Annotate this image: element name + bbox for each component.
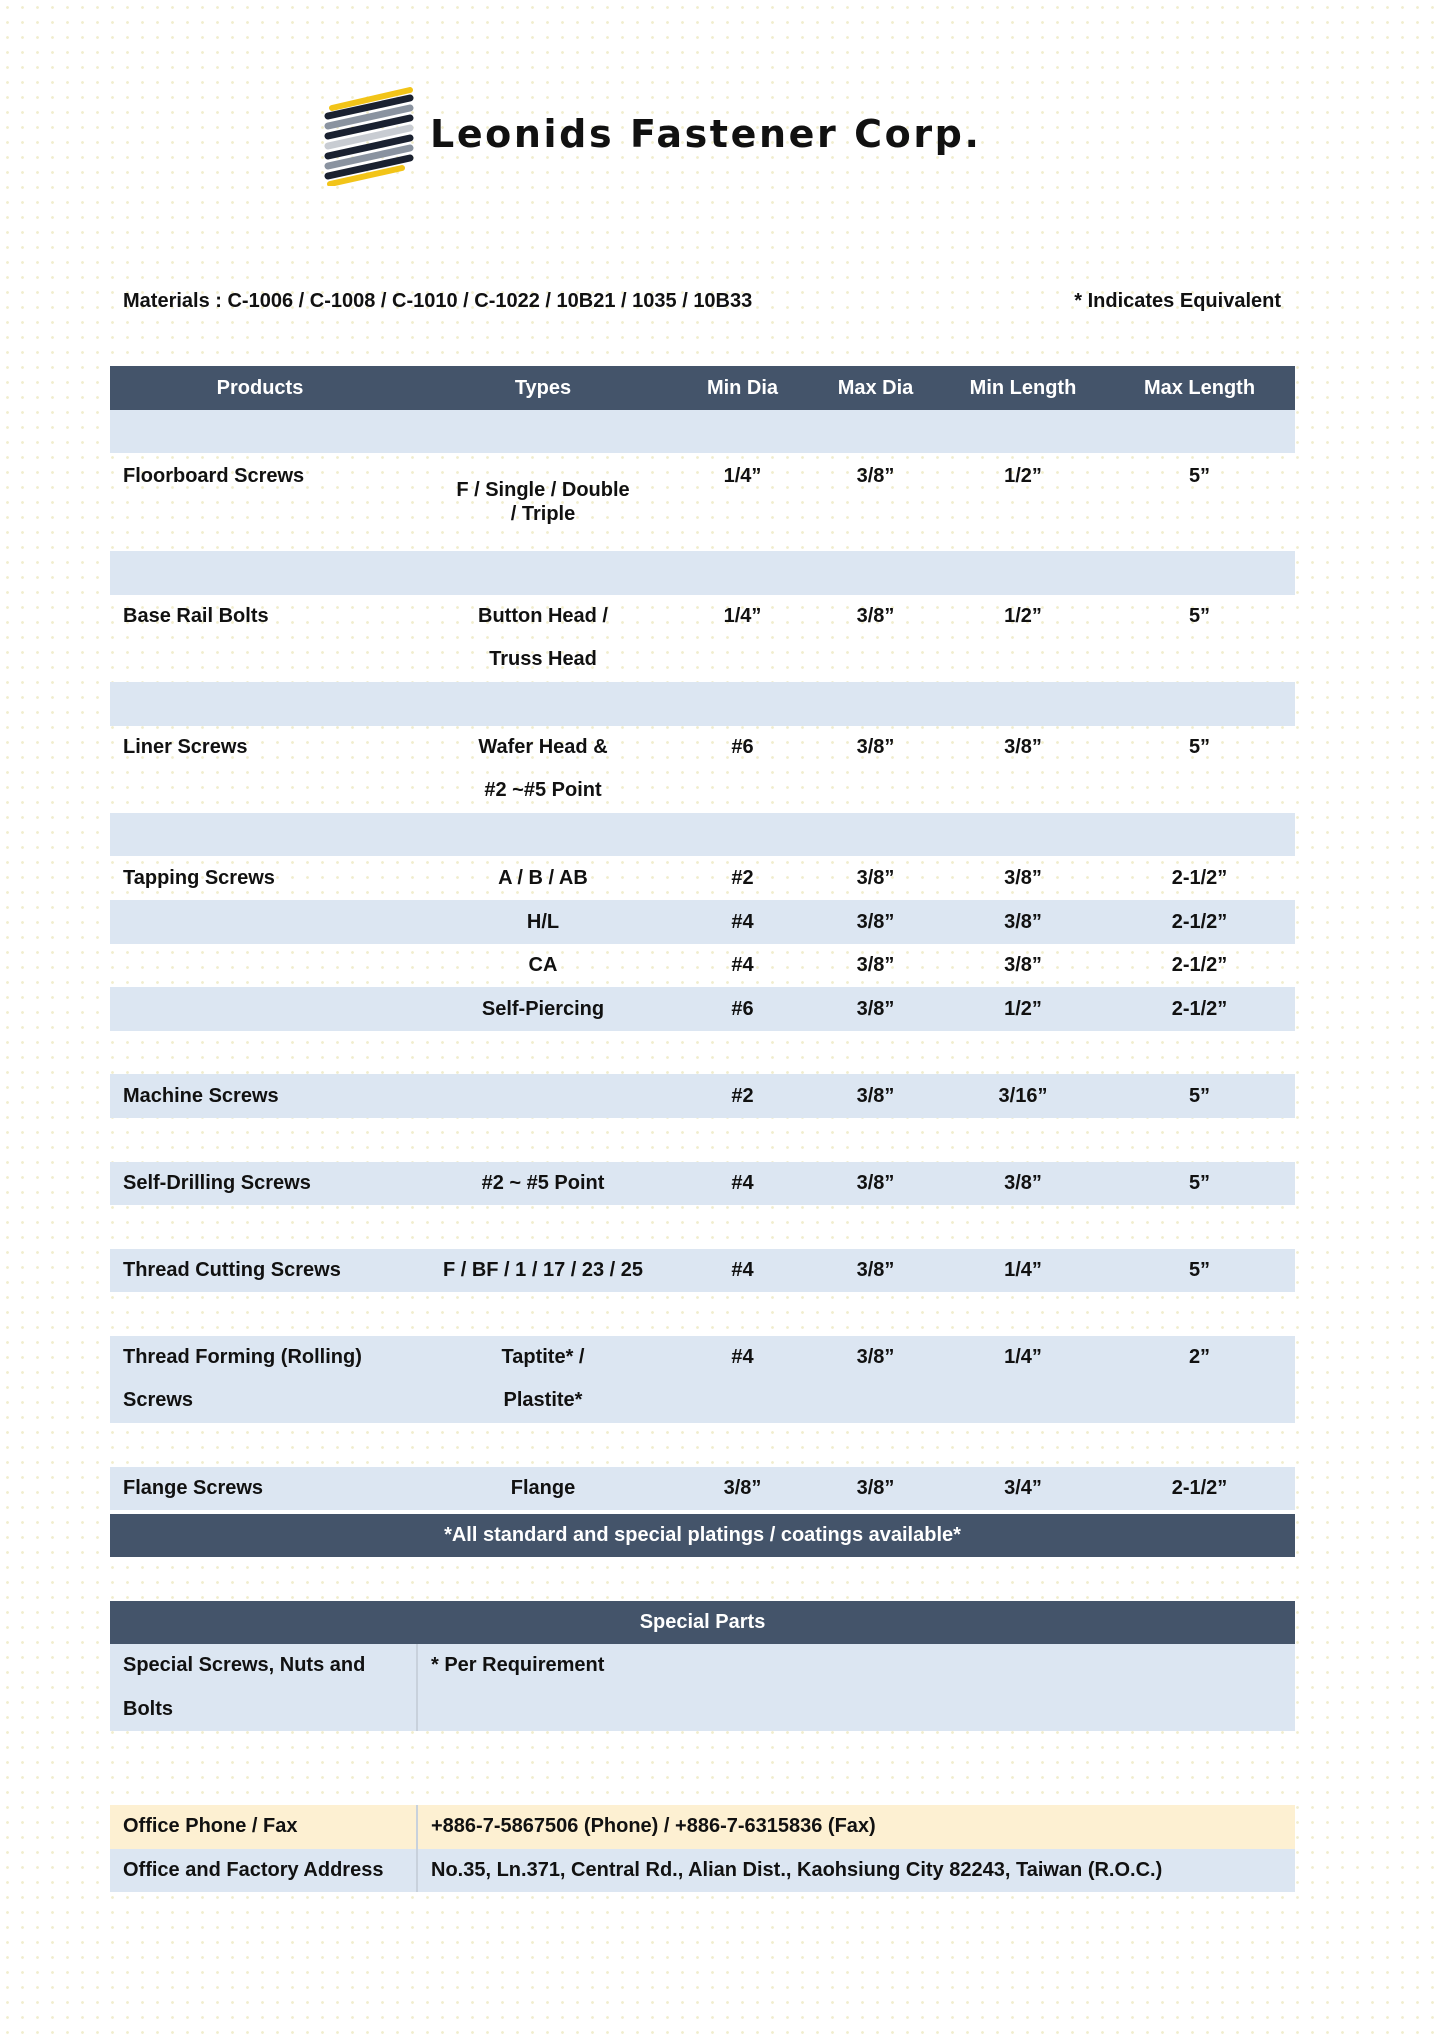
table-row xyxy=(110,987,1295,1031)
max-length-cell: 2” xyxy=(1104,1336,1295,1423)
special-parts-table xyxy=(110,1601,1295,1731)
type-cell xyxy=(410,726,676,813)
type-cell: A / B / AB xyxy=(498,867,588,890)
max-dia-cell: 3/8” xyxy=(809,900,942,944)
max-length-cell: 5” xyxy=(1188,604,1211,627)
col-types: Types xyxy=(410,366,676,410)
product-line: Screws xyxy=(123,1389,194,1412)
max-dia-cell: 3/8” xyxy=(809,1074,942,1118)
product-table xyxy=(110,366,1295,1510)
table-row xyxy=(110,1336,1295,1423)
spacer-row xyxy=(110,813,1295,857)
product-cell: Tapping Screws xyxy=(123,867,275,890)
type-cell: Self-Piercing xyxy=(410,987,676,1031)
min-dia-cell: 1/4” xyxy=(723,604,762,627)
max-length-cell: 5” xyxy=(1104,1249,1295,1293)
max-dia-cell: 3/8” xyxy=(809,1162,942,1206)
type-line: Plastite* xyxy=(503,1389,583,1412)
min-length-cell: 1/2” xyxy=(1004,604,1042,627)
min-length-cell: 1/2” xyxy=(1004,465,1042,488)
min-length-cell: 1/2” xyxy=(942,987,1104,1031)
min-dia-cell: #4 xyxy=(676,1249,809,1293)
min-length-cell: 3/8” xyxy=(942,900,1104,944)
special-parts-title: Special Parts xyxy=(110,1601,1295,1644)
max-dia-cell: 3/8” xyxy=(856,465,895,488)
max-dia-cell: 3/8” xyxy=(809,1249,942,1293)
phone-label: Office Phone / Fax xyxy=(110,1805,417,1849)
address-row xyxy=(110,1849,1295,1893)
max-length-cell: 2-1/2” xyxy=(1104,987,1295,1031)
max-length-cell: 2-1/2” xyxy=(1171,867,1228,890)
company-logo xyxy=(318,86,418,186)
min-dia-cell: #6 xyxy=(676,987,809,1031)
min-dia-cell: #4 xyxy=(731,954,754,977)
max-length-cell: 5” xyxy=(1104,1162,1295,1206)
product-cell: Machine Screws xyxy=(110,1074,410,1118)
table-row xyxy=(110,595,1295,682)
contact-table xyxy=(110,1805,1295,1892)
table-header-row xyxy=(110,366,1295,410)
product-cell xyxy=(110,944,410,988)
min-dia-cell: 3/8” xyxy=(676,1467,809,1511)
table-row xyxy=(110,944,1295,988)
table-row xyxy=(110,1467,1295,1511)
type-cell xyxy=(410,1336,676,1423)
product-cell: Floorboard Screws xyxy=(123,465,305,488)
materials-line: Materials : C-1006 / C-1008 / C-1010 / C-1022 / 10B21 / 1035 / 10B33 xyxy=(123,290,753,312)
max-dia-cell: 3/8” xyxy=(856,604,895,627)
type-cell: Flange xyxy=(410,1467,676,1511)
min-length-cell: 1/4” xyxy=(942,1249,1104,1293)
special-item-line: Special Screws, Nuts and xyxy=(123,1654,366,1676)
type-cell: F / BF / 1 / 17 / 23 / 25 xyxy=(410,1249,676,1293)
spacer-row xyxy=(110,1205,1295,1249)
min-length-cell: 3/16” xyxy=(942,1074,1104,1118)
type-cell: F / Single / Double / Triple xyxy=(456,479,630,526)
spacer-row xyxy=(110,1423,1295,1467)
type-cell: H/L xyxy=(410,900,676,944)
spacer-row xyxy=(110,1292,1295,1336)
type-line: #2 ~#5 Point xyxy=(484,779,602,802)
col-min-length: Min Length xyxy=(942,366,1104,410)
spacer-row xyxy=(110,410,1295,454)
type-cell xyxy=(410,1074,676,1118)
max-dia-cell: 3/8” xyxy=(809,1336,942,1423)
product-cell: Flange Screws xyxy=(110,1467,410,1511)
max-dia-cell: 3/8” xyxy=(809,1467,942,1511)
max-dia-cell: 3/8” xyxy=(856,867,895,890)
max-length-cell: 2-1/2” xyxy=(1171,954,1228,977)
special-value-cell: * Per Requirement xyxy=(417,1644,1295,1731)
product-cell xyxy=(110,1336,410,1423)
min-dia-cell: 1/4” xyxy=(723,465,762,488)
company-name: Leonids Fastener Corp. xyxy=(430,112,982,156)
spacer-row xyxy=(110,1031,1295,1075)
min-dia-cell: #6 xyxy=(731,735,754,758)
type-line: Taptite* / xyxy=(501,1345,585,1368)
min-length-cell: 3/8” xyxy=(1004,867,1042,890)
address-value: No.35, Ln.371, Central Rd., Alian Dist., Kaohsiung City 82243, Taiwan (R.O.C.) xyxy=(417,1849,1295,1893)
max-length-cell: 5” xyxy=(1104,1074,1295,1118)
type-cell: CA xyxy=(528,954,558,977)
product-line: Thread Forming (Rolling) xyxy=(123,1345,362,1368)
product-cell: Thread Cutting Screws xyxy=(110,1249,410,1293)
min-length-cell: 3/8” xyxy=(942,1162,1104,1206)
min-length-cell: 3/8” xyxy=(1004,954,1042,977)
special-item-line: Bolts xyxy=(123,1697,173,1720)
coatings-banner: *All standard and special platings / coatings available* xyxy=(110,1514,1295,1557)
max-dia-cell: 3/8” xyxy=(809,987,942,1031)
product-cell: Self-Drilling Screws xyxy=(110,1162,410,1206)
type-line: Truss Head xyxy=(489,648,597,671)
phone-value: +886-7-5867506 (Phone) / +886-7-6315836 (Fax) xyxy=(417,1805,1295,1849)
address-label: Office and Factory Address xyxy=(110,1849,417,1893)
max-dia-cell: 3/8” xyxy=(856,735,895,758)
min-dia-cell: #2 xyxy=(676,1074,809,1118)
spacer-row xyxy=(110,682,1295,726)
col-max-dia: Max Dia xyxy=(809,366,942,410)
table-row xyxy=(110,1162,1295,1206)
col-max-length: Max Length xyxy=(1104,366,1295,410)
type-line: Wafer Head & xyxy=(478,735,608,758)
col-min-dia: Min Dia xyxy=(676,366,809,410)
min-dia-cell: #4 xyxy=(676,900,809,944)
product-cell: Liner Screws xyxy=(123,735,248,758)
type-cell: #2 ~ #5 Point xyxy=(410,1162,676,1206)
equivalent-note: * Indicates Equivalent xyxy=(1074,290,1281,312)
table-row xyxy=(110,1074,1295,1118)
max-length-cell: 5” xyxy=(1188,465,1211,488)
min-length-cell: 3/8” xyxy=(1004,735,1042,758)
min-length-cell: 1/4” xyxy=(942,1336,1104,1423)
spacer-row xyxy=(110,1118,1295,1162)
type-cell xyxy=(410,595,676,682)
table-row xyxy=(110,1249,1295,1293)
table-row xyxy=(110,856,1295,900)
max-length-cell: 2-1/2” xyxy=(1104,1467,1295,1511)
type-line: Button Head / xyxy=(478,604,608,627)
table-row xyxy=(110,726,1295,813)
product-cell: Base Rail Bolts xyxy=(123,604,269,627)
min-dia-cell: #4 xyxy=(676,1336,809,1423)
col-products: Products xyxy=(110,366,410,410)
min-dia-cell: #4 xyxy=(676,1162,809,1206)
min-dia-cell: #2 xyxy=(731,867,754,890)
max-length-cell: 5” xyxy=(1188,735,1211,758)
product-cell xyxy=(110,900,410,944)
special-item-cell xyxy=(110,1644,417,1731)
phone-row xyxy=(110,1805,1295,1849)
min-length-cell: 3/4” xyxy=(942,1467,1104,1511)
spacer-row xyxy=(110,551,1295,595)
table-row xyxy=(110,900,1295,944)
max-length-cell: 2-1/2” xyxy=(1104,900,1295,944)
max-dia-cell: 3/8” xyxy=(856,954,895,977)
table-row xyxy=(110,453,1295,551)
product-cell xyxy=(110,987,410,1031)
